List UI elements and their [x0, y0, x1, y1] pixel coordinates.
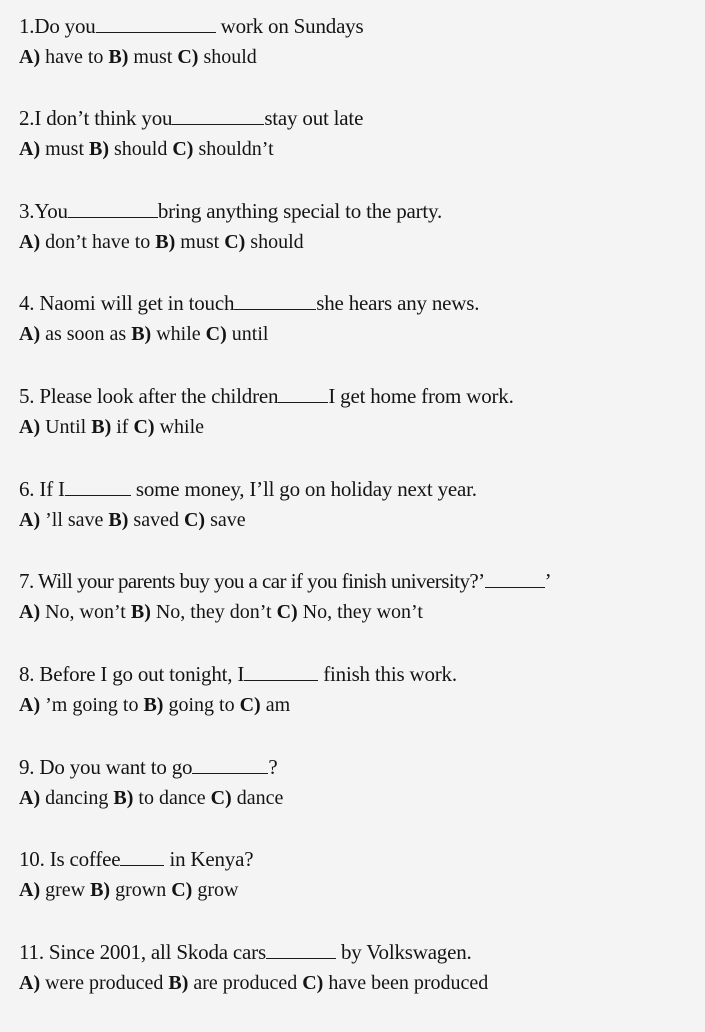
question-prompt-start: 4. Naomi will get in touch: [19, 291, 235, 315]
option-c-text: grow: [192, 879, 239, 901]
option-a-letter: A): [19, 46, 41, 68]
question-8: [19, 660, 703, 719]
option-b-letter: B): [108, 46, 129, 68]
option-c-letter: C): [171, 879, 193, 901]
option-c-text: should: [245, 231, 304, 253]
option-b-text: No, they don’t: [150, 601, 277, 623]
answer-options: [19, 413, 703, 441]
question-prompt-end: she hears any news.: [316, 291, 480, 315]
option-b-text: while: [151, 323, 206, 345]
option-a-text: ’m going to: [40, 694, 144, 716]
question-text: [19, 289, 703, 317]
option-b-letter: B): [113, 787, 134, 809]
question-prompt-start: 6. If I: [19, 477, 65, 501]
option-b-letter: B): [143, 694, 164, 716]
question-11: [19, 938, 703, 997]
option-c-text: should: [198, 46, 257, 68]
answer-blank: [96, 14, 216, 33]
option-b-text: are produced: [188, 972, 303, 994]
question-text: [19, 12, 703, 40]
question-prompt-end: finish this work.: [318, 662, 457, 686]
question-prompt-end: bring anything special to the party.: [157, 199, 443, 223]
answer-options: [19, 320, 703, 348]
answer-blank: [278, 384, 328, 403]
answer-blank: [68, 199, 158, 218]
question-7: [19, 567, 703, 626]
option-a-letter: A): [19, 509, 41, 531]
option-a-text: must: [40, 138, 90, 160]
option-a-letter: A): [19, 787, 41, 809]
answer-blank: [485, 569, 545, 588]
question-10: [19, 845, 703, 904]
option-c-letter: C): [133, 416, 155, 438]
question-text: [19, 845, 703, 873]
option-a-text: grew: [40, 879, 91, 901]
answer-blank: [172, 106, 264, 125]
question-text: [19, 567, 703, 595]
question-prompt-end: some money, I’ll go on holiday next year.: [130, 477, 477, 501]
option-b-text: grown: [110, 879, 172, 901]
answer-options: [19, 969, 703, 997]
question-prompt-start: 7. Will your parents buy you a car if you finish university?’: [19, 569, 485, 593]
question-prompt-start: 3.You: [19, 199, 68, 223]
answer-options: [19, 135, 703, 163]
option-a-letter: A): [19, 879, 41, 901]
question-prompt-end: in Kenya?: [164, 847, 254, 871]
option-a-letter: A): [19, 416, 41, 438]
question-text: [19, 382, 703, 410]
question-prompt-start: 8. Before I go out tonight, I: [19, 662, 245, 686]
answer-blank: [244, 662, 318, 681]
option-a-letter: A): [19, 972, 41, 994]
option-b-text: should: [109, 138, 173, 160]
option-b-letter: B): [108, 509, 129, 531]
option-b-letter: B): [90, 879, 111, 901]
option-b-text: must: [175, 231, 225, 253]
option-c-text: No, they won’t: [297, 601, 423, 623]
option-c-letter: C): [172, 138, 194, 160]
question-prompt-end: stay out late: [264, 106, 364, 130]
question-prompt-start: 2.I don’t think you: [19, 106, 173, 130]
option-b-letter: B): [168, 972, 189, 994]
question-text: [19, 753, 703, 781]
question-prompt-start: 5. Please look after the children: [19, 384, 279, 408]
option-a-text: No, won’t: [40, 601, 131, 623]
option-a-letter: A): [19, 231, 41, 253]
option-a-letter: A): [19, 138, 41, 160]
option-b-letter: B): [130, 601, 151, 623]
option-b-text: if: [111, 416, 134, 438]
question-prompt-start: 9. Do you want to go: [19, 755, 193, 779]
answer-blank: [120, 847, 164, 866]
question-1: [19, 12, 703, 71]
option-a-text: ’ll save: [40, 509, 109, 531]
option-b-letter: B): [91, 416, 112, 438]
option-a-text: dancing: [40, 787, 114, 809]
answer-options: [19, 506, 703, 534]
option-c-letter: C): [302, 972, 324, 994]
question-prompt-end: ’: [544, 569, 552, 593]
option-b-text: to dance: [133, 787, 211, 809]
option-b-letter: B): [155, 231, 176, 253]
option-c-text: until: [226, 323, 269, 345]
option-c-text: am: [260, 694, 291, 716]
answer-options: [19, 784, 703, 812]
option-c-letter: C): [210, 787, 232, 809]
question-text: [19, 104, 703, 132]
question-text: [19, 938, 703, 966]
option-a-letter: A): [19, 694, 41, 716]
answer-options: [19, 43, 703, 71]
question-text: [19, 197, 703, 225]
option-b-letter: B): [131, 323, 152, 345]
question-6: [19, 475, 703, 534]
answer-blank: [192, 755, 268, 774]
option-c-text: dance: [231, 787, 284, 809]
option-a-text: were produced: [40, 972, 169, 994]
question-prompt-end: I get home from work.: [328, 384, 514, 408]
answer-options: [19, 876, 703, 904]
answer-options: [19, 598, 703, 626]
question-prompt-end: ?: [268, 755, 278, 779]
question-prompt-end: by Volkswagen.: [335, 940, 472, 964]
option-a-text: don’t have to: [40, 231, 156, 253]
option-c-text: have been produced: [323, 972, 489, 994]
question-3: [19, 197, 703, 256]
option-c-letter: C): [177, 46, 199, 68]
question-prompt-start: 1.Do you: [19, 14, 96, 38]
option-b-text: going to: [163, 694, 240, 716]
question-9: [19, 753, 703, 812]
question-5: [19, 382, 703, 441]
option-c-letter: C): [183, 509, 206, 531]
option-c-letter: C): [205, 323, 227, 345]
answer-options: [19, 228, 703, 256]
answer-options: [19, 691, 703, 719]
answer-blank: [65, 477, 131, 496]
option-c-text: save: [205, 509, 246, 531]
question-prompt-start: 10. Is coffee: [19, 847, 121, 871]
option-c-letter: C): [276, 601, 298, 623]
option-b-text: must: [128, 46, 178, 68]
option-c-letter: C): [224, 231, 246, 253]
option-c-text: while: [154, 416, 204, 438]
answer-blank: [266, 940, 336, 959]
question-4: [19, 289, 703, 348]
option-a-text: Until: [40, 416, 92, 438]
option-a-letter: A): [19, 323, 41, 345]
question-2: [19, 104, 703, 163]
question-prompt-end: work on Sundays: [215, 14, 364, 38]
option-b-text: saved: [128, 509, 184, 531]
question-text: [19, 475, 703, 503]
option-c-text: shouldn’t: [193, 138, 274, 160]
option-a-letter: A): [19, 601, 41, 623]
option-a-text: have to: [40, 46, 109, 68]
option-c-letter: C): [239, 694, 261, 716]
answer-blank: [234, 291, 316, 310]
question-prompt-start: 11. Since 2001, all Skoda cars: [19, 940, 266, 964]
question-text: [19, 660, 703, 688]
option-a-text: as soon as: [40, 323, 132, 345]
option-b-letter: B): [89, 138, 110, 160]
